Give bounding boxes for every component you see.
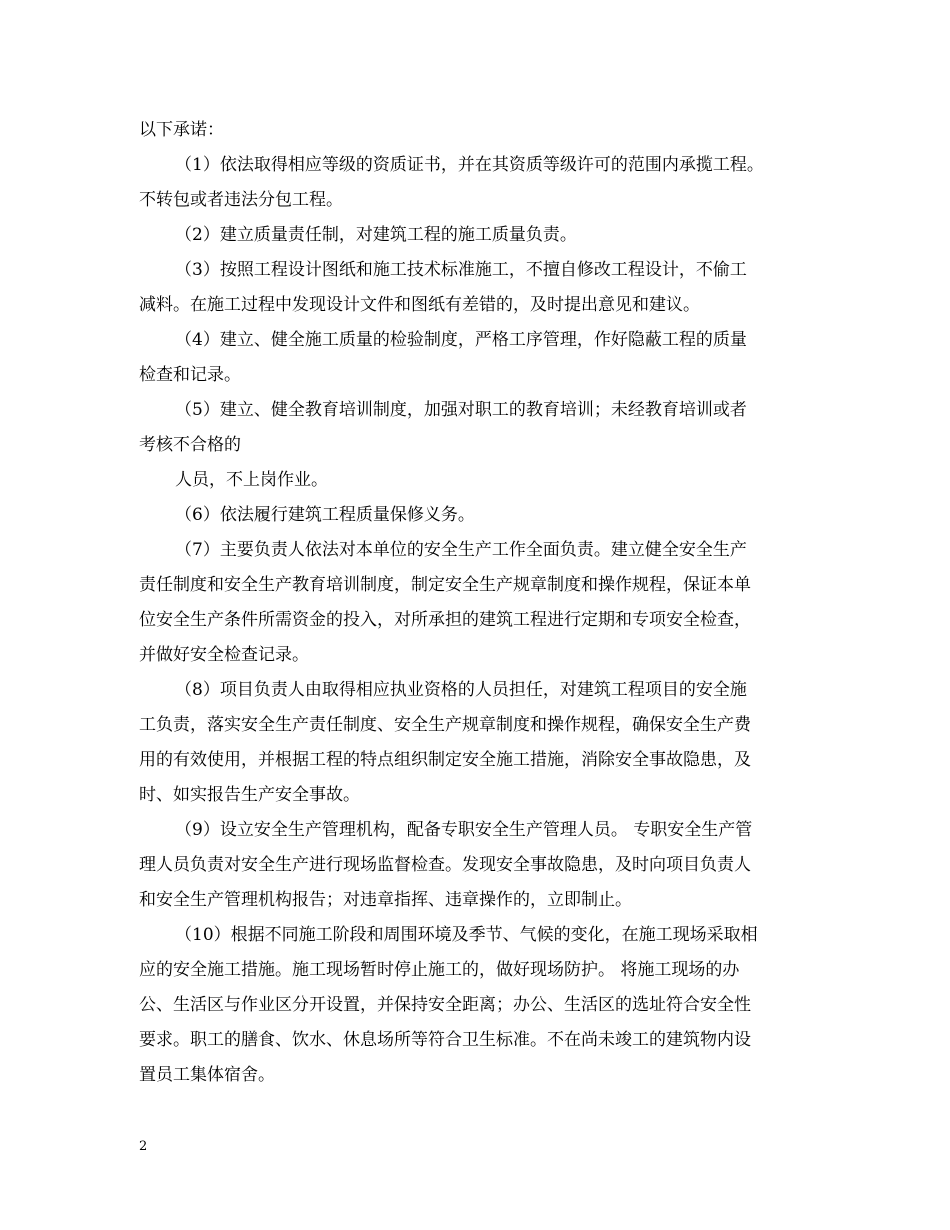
item-7-line-4: 并做好安全检查记录。 bbox=[139, 645, 309, 665]
item-4-line-1: （4）建立、健全施工质量的检验制度，严格工序管理，作好隐蔽工程的质量 bbox=[175, 330, 747, 350]
item-10-line-3: 公、生活区与作业区分开设置，并保持安全距离；办公、生活区的选址符合安全性 bbox=[139, 995, 751, 1015]
item-9-line-3: 和安全生产管理机构报告；对违章指挥、违章操作的，立即制止。 bbox=[139, 890, 632, 910]
item-4-line-2: 检查和记录。 bbox=[139, 365, 241, 385]
item-8-line-4: 时、如实报告生产安全事故。 bbox=[139, 785, 360, 805]
item-3-line-2: 减料。在施工过程中发现设计文件和图纸有差错的，及时提出意见和建议。 bbox=[139, 295, 700, 315]
item-8-line-3: 用的有效使用，并根据工程的特点组织制定安全施工措施，消除安全事故隐患，及 bbox=[139, 750, 751, 770]
item-7-line-3: 位安全生产条件所需资金的投入，对所承担的建筑工程进行定期和专项安全检查， bbox=[139, 610, 751, 630]
item-5-line-2: 考核不合格的 bbox=[139, 435, 241, 455]
item-7-line-1: （7）主要负责人依法对本单位的安全生产工作全面负责。建立健全安全生产 bbox=[175, 540, 747, 560]
text-line-intro: 以下承诺： bbox=[139, 120, 224, 140]
item-8-line-1: （8）项目负责人由取得相应执业资格的人员担任，对建筑工程项目的安全施 bbox=[175, 680, 747, 700]
item-10-line-1: （10）根据不同施工阶段和周围环境及季节、气候的变化，在施工现场采取相 bbox=[175, 925, 758, 945]
item-7-line-2: 责任制度和安全生产教育培训制度，制定安全生产规章制度和操作规程，保证本单 bbox=[139, 575, 751, 595]
item-1-line-1: （1）依法取得相应等级的资质证书，并在其资质等级许可的范围内承揽工程。 bbox=[175, 155, 764, 175]
item-6-line-1: （6）依法履行建筑工程质量保修义务。 bbox=[175, 505, 475, 525]
item-3-line-1: （3）按照工程设计图纸和施工技术标准施工，不擅自修改工程设计，不偷工 bbox=[175, 260, 747, 280]
item-10-line-5: 置员工集体宿舍。 bbox=[139, 1065, 275, 1085]
item-5-line-3: 人员，不上岗作业。 bbox=[175, 470, 328, 490]
item-5-line-1: （5）建立、健全教育培训制度，加强对职工的教育培训；未经教育培训或者 bbox=[175, 400, 747, 420]
item-2-line-1: （2）建立质量责任制，对建筑工程的施工质量负责。 bbox=[175, 225, 577, 245]
page-number: 2 bbox=[139, 1139, 148, 1154]
item-9-line-2: 理人员负责对安全生产进行现场监督检查。发现安全事故隐患，及时向项目负责人 bbox=[139, 855, 751, 875]
item-10-line-4: 要求。职工的膳食、饮水、休息场所等符合卫生标准。不在尚未竣工的建筑物内设 bbox=[139, 1030, 751, 1050]
item-9-line-1: （9）设立安全生产管理机构，配备专职安全生产管理人员。 专职安全生产管 bbox=[175, 820, 753, 840]
item-10-line-2: 应的安全施工措施。施工现场暂时停止施工的，做好现场防护。 将施工现场的办 bbox=[139, 960, 740, 980]
item-8-line-2: 工负责，落实安全生产责任制度、安全生产规章制度和操作规程，确保安全生产费 bbox=[139, 715, 751, 735]
item-1-line-2: 不转包或者违法分包工程。 bbox=[139, 190, 343, 210]
